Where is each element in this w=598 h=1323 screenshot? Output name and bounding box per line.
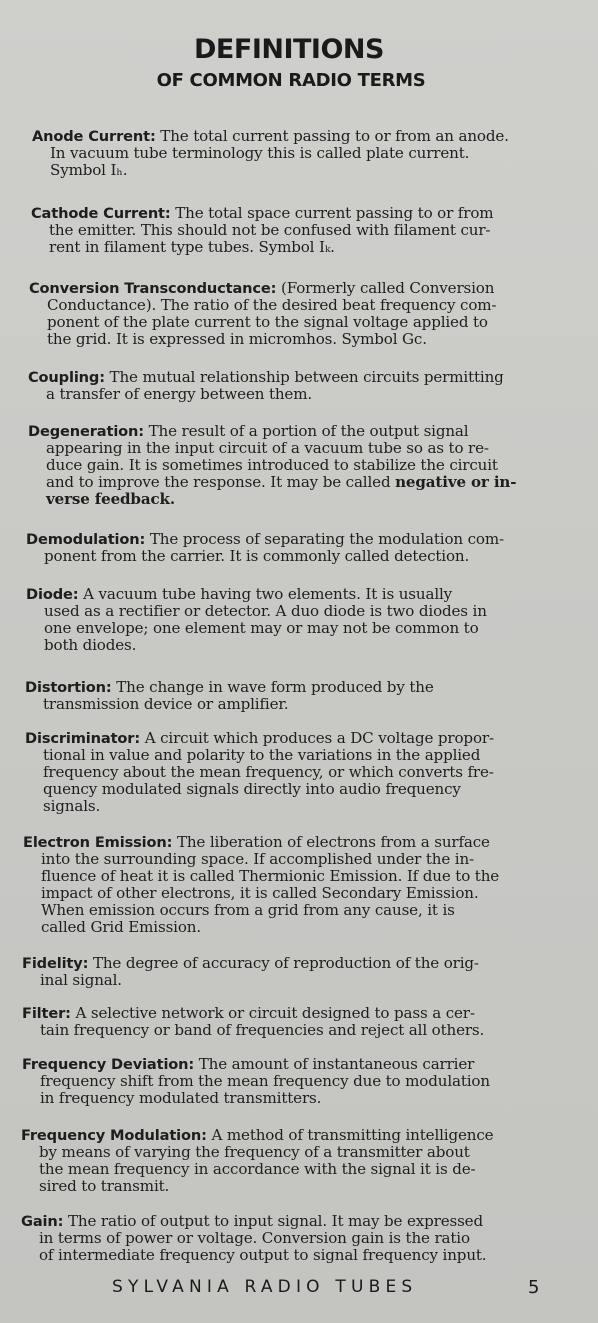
definition-text: one envelope; one element may or may not be common to bbox=[44, 619, 479, 637]
definition-text: tional in value and polarity to the variations in the applied bbox=[43, 746, 481, 764]
definition-text: transmission device or amplifier. bbox=[43, 695, 289, 713]
page-subtitle: OF COMMON RADIO TERMS bbox=[156, 70, 426, 91]
definition-text: ponent from the carrier. It is commonly called detection. bbox=[44, 547, 470, 565]
definition-text: The total current passing to or from an anode. bbox=[155, 127, 509, 145]
definition-fidelity bbox=[22, 955, 552, 989]
definition-text: The total space current passing to or from bbox=[170, 204, 494, 222]
definition-text: in terms of power or voltage. Conversion gain is the ratio bbox=[39, 1229, 470, 1247]
definition-term: Conversion Transconductance: bbox=[29, 280, 277, 297]
definition-filter bbox=[22, 1005, 552, 1039]
definition-text: When emission occurs from a grid from any cause, it is bbox=[41, 901, 455, 919]
definition-term: Distortion: bbox=[25, 679, 112, 696]
definition-text: In vacuum tube terminology this is called plate current. bbox=[50, 144, 470, 162]
definition-conversion-transconductance bbox=[29, 280, 559, 348]
definition-text: a transfer of energy between them. bbox=[46, 385, 313, 403]
definition-frequency-deviation bbox=[22, 1056, 552, 1107]
definition-text: The ratio of output to input signal. It may be expressed bbox=[63, 1212, 483, 1230]
definition-term: Coupling: bbox=[28, 369, 105, 386]
definition-emphasis: verse feedback. bbox=[46, 490, 175, 508]
definition-text: the emitter. This should not be confused with filament cur- bbox=[49, 221, 491, 239]
definition-text: used as a rectifier or detector. A duo diode is two diodes in bbox=[44, 602, 487, 620]
definition-coupling bbox=[28, 369, 558, 403]
definition-text: The process of separating the modulation com- bbox=[145, 530, 504, 548]
definition-text: ponent of the plate current to the signal voltage applied to bbox=[47, 313, 488, 331]
definition-diode bbox=[26, 586, 556, 654]
footer-brand: SYLVANIA RADIO TUBES bbox=[112, 1277, 418, 1297]
definition-text: duce gain. It is sometimes introduced to stabilize the circuit bbox=[46, 456, 498, 474]
definition-gain bbox=[21, 1213, 551, 1264]
definition-text: The amount of instantaneous carrier bbox=[194, 1055, 475, 1073]
definition-distortion bbox=[25, 679, 555, 713]
definition-term: Electron Emission: bbox=[23, 834, 173, 851]
definition-text: into the surrounding space. If accomplished under the in- bbox=[41, 850, 474, 868]
definition-term: Fidelity: bbox=[22, 955, 89, 972]
page-number: 5 bbox=[528, 1277, 540, 1298]
page-title: DEFINITIONS bbox=[194, 34, 384, 65]
definition-emphasis: negative or in- bbox=[395, 473, 517, 491]
definition-term: Frequency Modulation: bbox=[21, 1127, 207, 1144]
definition-text: (Formerly called Conversion bbox=[276, 279, 495, 297]
definition-term: Diode: bbox=[26, 586, 79, 603]
definition-text: frequency shift from the mean frequency due to modulation bbox=[40, 1072, 490, 1090]
definition-term: Cathode Current: bbox=[31, 205, 171, 222]
definition-term: Discriminator: bbox=[25, 730, 141, 747]
definition-anode-current bbox=[32, 128, 562, 179]
definition-text: sired to transmit. bbox=[39, 1177, 170, 1195]
definition-text: frequency about the mean frequency, or which converts fre- bbox=[43, 763, 494, 781]
definition-degeneration bbox=[28, 423, 558, 508]
definition-term: Demodulation: bbox=[26, 531, 146, 548]
definition-text: by means of varying the frequency of a transmitter about bbox=[39, 1143, 470, 1161]
definition-text: appearing in the input circuit of a vacuum tube so as to re- bbox=[46, 439, 489, 457]
definition-text: the mean frequency in accordance with the signal it is de- bbox=[39, 1160, 476, 1178]
definition-text: quency modulated signals directly into audio frequency bbox=[43, 780, 461, 798]
definition-text: fluence of heat it is called Thermionic Emission. If due to the bbox=[41, 867, 500, 885]
definition-text: tain frequency or band of frequencies and reject all others. bbox=[40, 1021, 485, 1039]
definition-text: The degree of accuracy of reproduction of the orig- bbox=[88, 954, 479, 972]
definition-text: A selective network or circuit designed to pass a cer- bbox=[70, 1004, 475, 1022]
definition-text: impact of other electrons, it is called Secondary Emission. bbox=[41, 884, 479, 902]
definition-electron-emission bbox=[23, 834, 553, 936]
definition-text: The liberation of electrons from a surface bbox=[172, 833, 490, 851]
definition-text: A vacuum tube having two elements. It is usually bbox=[78, 585, 453, 603]
definition-text: rent in filament type tubes. Symbol Iₖ. bbox=[49, 238, 335, 256]
definition-frequency-modulation bbox=[21, 1127, 551, 1195]
definition-term: Gain: bbox=[21, 1213, 64, 1230]
definition-text: of intermediate frequency output to signal frequency input. bbox=[39, 1246, 487, 1264]
definition-text: A method of transmitting intelligence bbox=[206, 1126, 494, 1144]
definition-text: signals. bbox=[43, 797, 101, 815]
definition-text: Conductance). The ratio of the desired beat frequency com- bbox=[47, 296, 497, 314]
definition-text: The mutual relationship between circuits permitting bbox=[104, 368, 504, 386]
definition-text: and to improve the response. It may be called bbox=[46, 473, 396, 491]
definition-text: The change in wave form produced by the bbox=[111, 678, 434, 696]
definition-term: Frequency Deviation: bbox=[22, 1056, 195, 1073]
definition-term: Anode Current: bbox=[32, 128, 156, 145]
definition-text: The result of a portion of the output signal bbox=[143, 422, 469, 440]
definition-text: Symbol Iₕ. bbox=[50, 161, 128, 179]
definition-text: A circuit which produces a DC voltage propor- bbox=[140, 729, 494, 747]
definition-term: Filter: bbox=[22, 1005, 71, 1022]
definition-cathode-current bbox=[31, 205, 561, 256]
definition-text: in frequency modulated transmitters. bbox=[40, 1089, 322, 1107]
definition-text: the grid. It is expressed in micromhos. Symbol Gc. bbox=[47, 330, 427, 348]
definition-text: both diodes. bbox=[44, 636, 137, 654]
definition-text: called Grid Emission. bbox=[41, 918, 201, 936]
definition-discriminator bbox=[25, 730, 555, 815]
definition-term: Degeneration: bbox=[28, 423, 144, 440]
definition-demodulation bbox=[26, 531, 556, 565]
definition-text: inal signal. bbox=[40, 971, 122, 989]
